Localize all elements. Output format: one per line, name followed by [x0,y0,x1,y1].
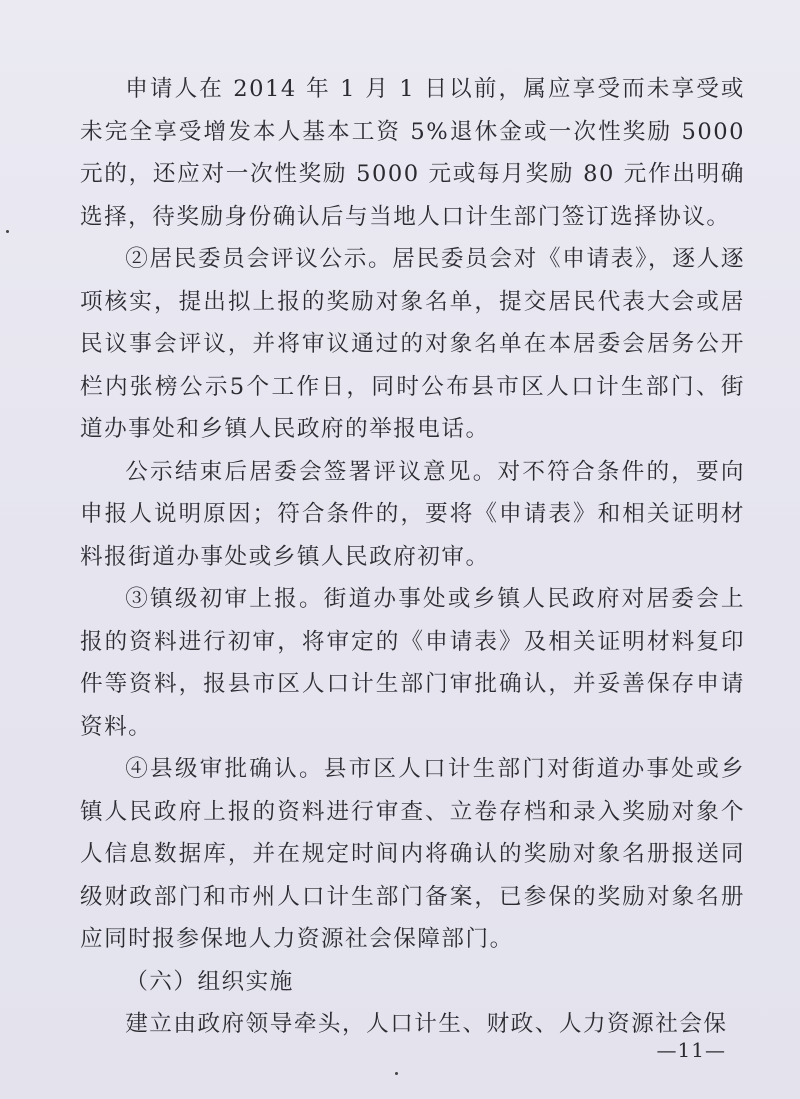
paragraph-4: ③镇级初审上报。街道办事处或乡镇人民政府对居委会上报的资料进行初审，将审定的《申请表》及相关证明材料复印件等资料，报县市区人口计生部门审批确认，并妥善保存申请资料。 [80,586,745,740]
scan-mark [395,1072,398,1075]
paragraph-2: ②居民委员会评议公示。居民委员会对《申请表》，逐人逐项核实，提出拟上报的奖励对象名单，提交居民代表大会或居民议事会评议，并将审议通过的对象名单在本居委会居务公开栏内张榜公示5个工作日，同时公布县市区人口计生部门、街道办事处和乡镇人民政府的举报电话。 [80,246,745,442]
paragraph-5: ④县级审批确认。县市区人口计生部门对街道办事处或乡镇人民政府上报的资料进行审查、立卷存档和录入奖励对象个人信息数据库，并在规定时间内将确认的奖励对象名册报送同级财政部门和市州人口计生部门备案，已参保的奖励对象名册应同时报参保地人力资源社会保障部门。 [80,756,745,952]
scan-mark [6,230,9,233]
paragraph-1: 申请人在 2014 年 1 月 1 日以前，属应享受而未享受或未完全享受增发本人基本工资 5%退休金或一次性奖励 5000 元的，还应对一次性奖励 5000 元或每月奖励 80 元作出明确选择，待奖励身份确认后与当地人口计生部门签订选择协议。 [80,76,745,230]
section-title: （六）组织实施 [125,968,294,995]
page-number: —11— [656,1038,726,1062]
paragraph-6: 建立由政府领导牵头，人口计生、财政、人力资源社会保 [125,1011,728,1037]
paragraph-3: 公示结束后居委会签署评议意见。对不符合条件的，要向申报人说明原因；符合条件的，要将《申请表》和相关证明材料报街道办事处或乡镇人民政府初审。 [80,458,745,570]
document-body [80,68,745,1046]
